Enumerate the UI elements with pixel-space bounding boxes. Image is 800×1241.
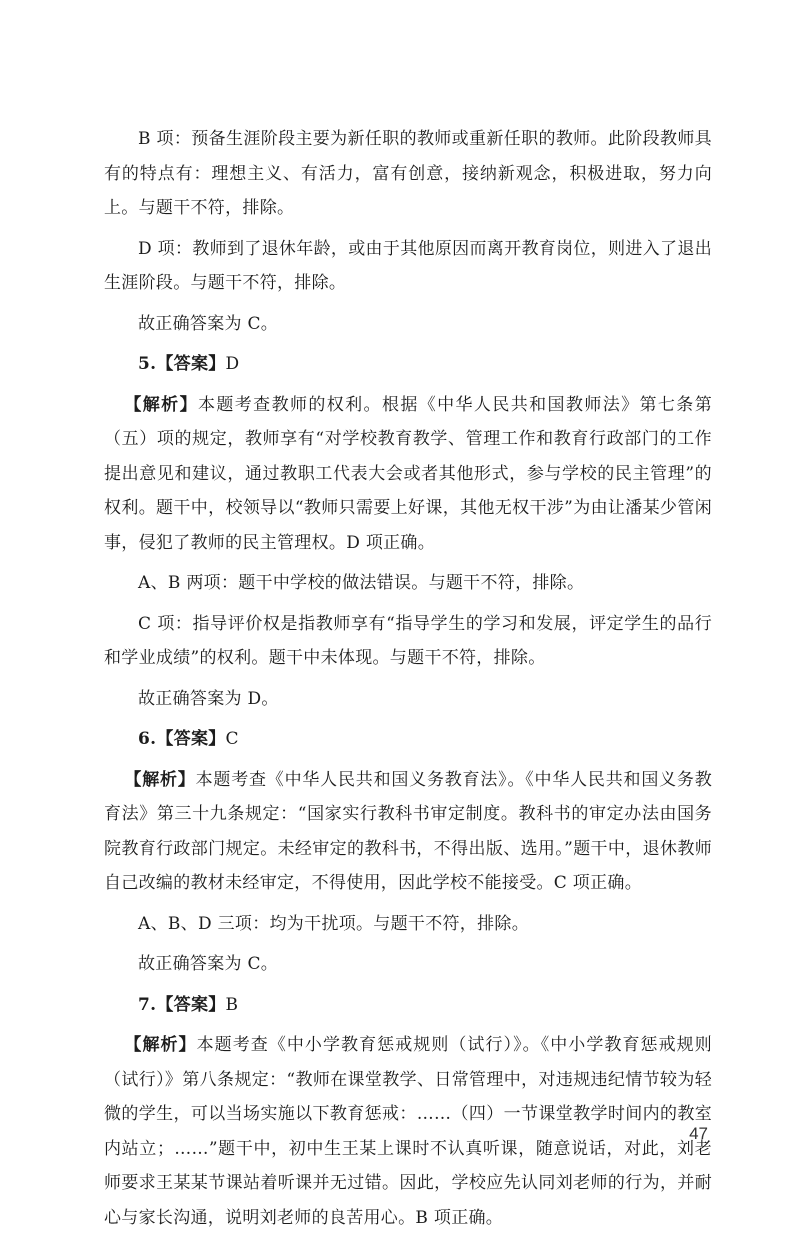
paragraph-text: A、B 两项：题干中学校的做法错误。与题干不符，排除。	[138, 573, 585, 593]
paragraph-text: C 项：指导评价权是指教师享有“指导学生的学习和发展，评定学生的品行和学业成绩”的权利。题干中未体现。与题干不符，排除。	[104, 613, 712, 668]
analysis-paragraph-5	[104, 388, 712, 561]
paragraph-text: 本题考查《中小学教育惩戒规则（试行）》。《中小学教育惩戒规则（试行）》第八条规定：“教师在课堂教学、日常管理中，对违规违纪情节较为轻微的学生，可以当场实施以下教育惩戒：……（四）一节课堂教学时间内的教室内站立；……”题干中，初中生王某上课时不认真听课，随意说话，对此，刘老师要求王某某节课站着听课并无过错。因此，学校应先认同刘老师的行为，并耐心与家长沟通，说明刘老师的良苦用心。B 项正确。	[104, 1035, 712, 1228]
paragraph-c-item-5	[104, 607, 712, 676]
answer-heading-5	[104, 347, 712, 382]
analysis-paragraph-7	[104, 1028, 712, 1235]
paragraph-text: 故正确答案为 C。	[138, 954, 279, 974]
answer-value: B	[225, 994, 239, 1015]
answer-heading-6	[104, 722, 712, 757]
answer-heading-7	[104, 988, 712, 1023]
paragraph-conclusion-4	[104, 307, 712, 342]
paragraph-text: 故正确答案为 C。	[138, 313, 279, 334]
page-number: 47	[689, 1124, 708, 1143]
paragraph-conclusion-5	[104, 682, 712, 717]
paragraph-text: D 项：教师到了退休年龄，或由于其他原因而离开教育岗位，则进入了退出生涯阶段。与题干不符，排除。	[104, 238, 712, 293]
paragraph-text: 故正确答案为 D。	[138, 688, 279, 709]
answer-label: 7.【答案】	[138, 994, 226, 1015]
analysis-label: 【解析】	[124, 394, 198, 415]
paragraph-text: 本题考查教师的权利。根据《中华人民共和国教师法》第七条第（五）项的规定，教师享有“对学校教育教学、管理工作和教育行政部门的工作提出意见和建议，通过教职工代表大会或者其他形式，参与学校的民主管理”的权利。题干中，校领导以“教师只需要上好课，其他无权干涉”为由让潘某少管闲事，侵犯了教师的民主管理权。D 项正确。	[104, 394, 712, 553]
answer-label: 5.【答案】	[138, 354, 226, 374]
analysis-label: 【解析】	[124, 769, 196, 790]
page-body	[104, 122, 712, 1241]
answer-value: C	[225, 729, 239, 749]
paragraph-text: A、B、D 三项：均为干扰项。与题干不符，排除。	[138, 913, 530, 934]
answer-value: D	[225, 354, 240, 374]
paragraph-text: B 项：预备生涯阶段主要为新任职的教师或重新任职的教师。此阶段教师具有的特点有：理想主义、有活力，富有创意，接纳新观念，积极进取，努力向上。与题干不符，排除。	[104, 129, 712, 218]
paragraph-d-item	[104, 232, 712, 301]
paragraph-abd-item-6	[104, 907, 712, 942]
paragraph-b-item	[104, 122, 712, 226]
analysis-paragraph-6	[104, 763, 712, 901]
answer-label: 6.【答案】	[138, 729, 226, 749]
paragraph-conclusion-6	[104, 947, 712, 982]
paragraph-ab-item-5	[104, 566, 712, 601]
analysis-label: 【解析】	[124, 1035, 197, 1055]
paragraph-text: 本题考查《中华人民共和国义务教育法》。《中华人民共和国义务教育法》第三十九条规定：“国家实行教科书审定制度。教科书的审定办法由国务院教育行政部门规定。未经审定的教科书，不得出版、选用。”题干中，退休教师自己改编的教材未经审定，不得使用，因此学校不能接受。C 项正确。	[104, 769, 713, 893]
